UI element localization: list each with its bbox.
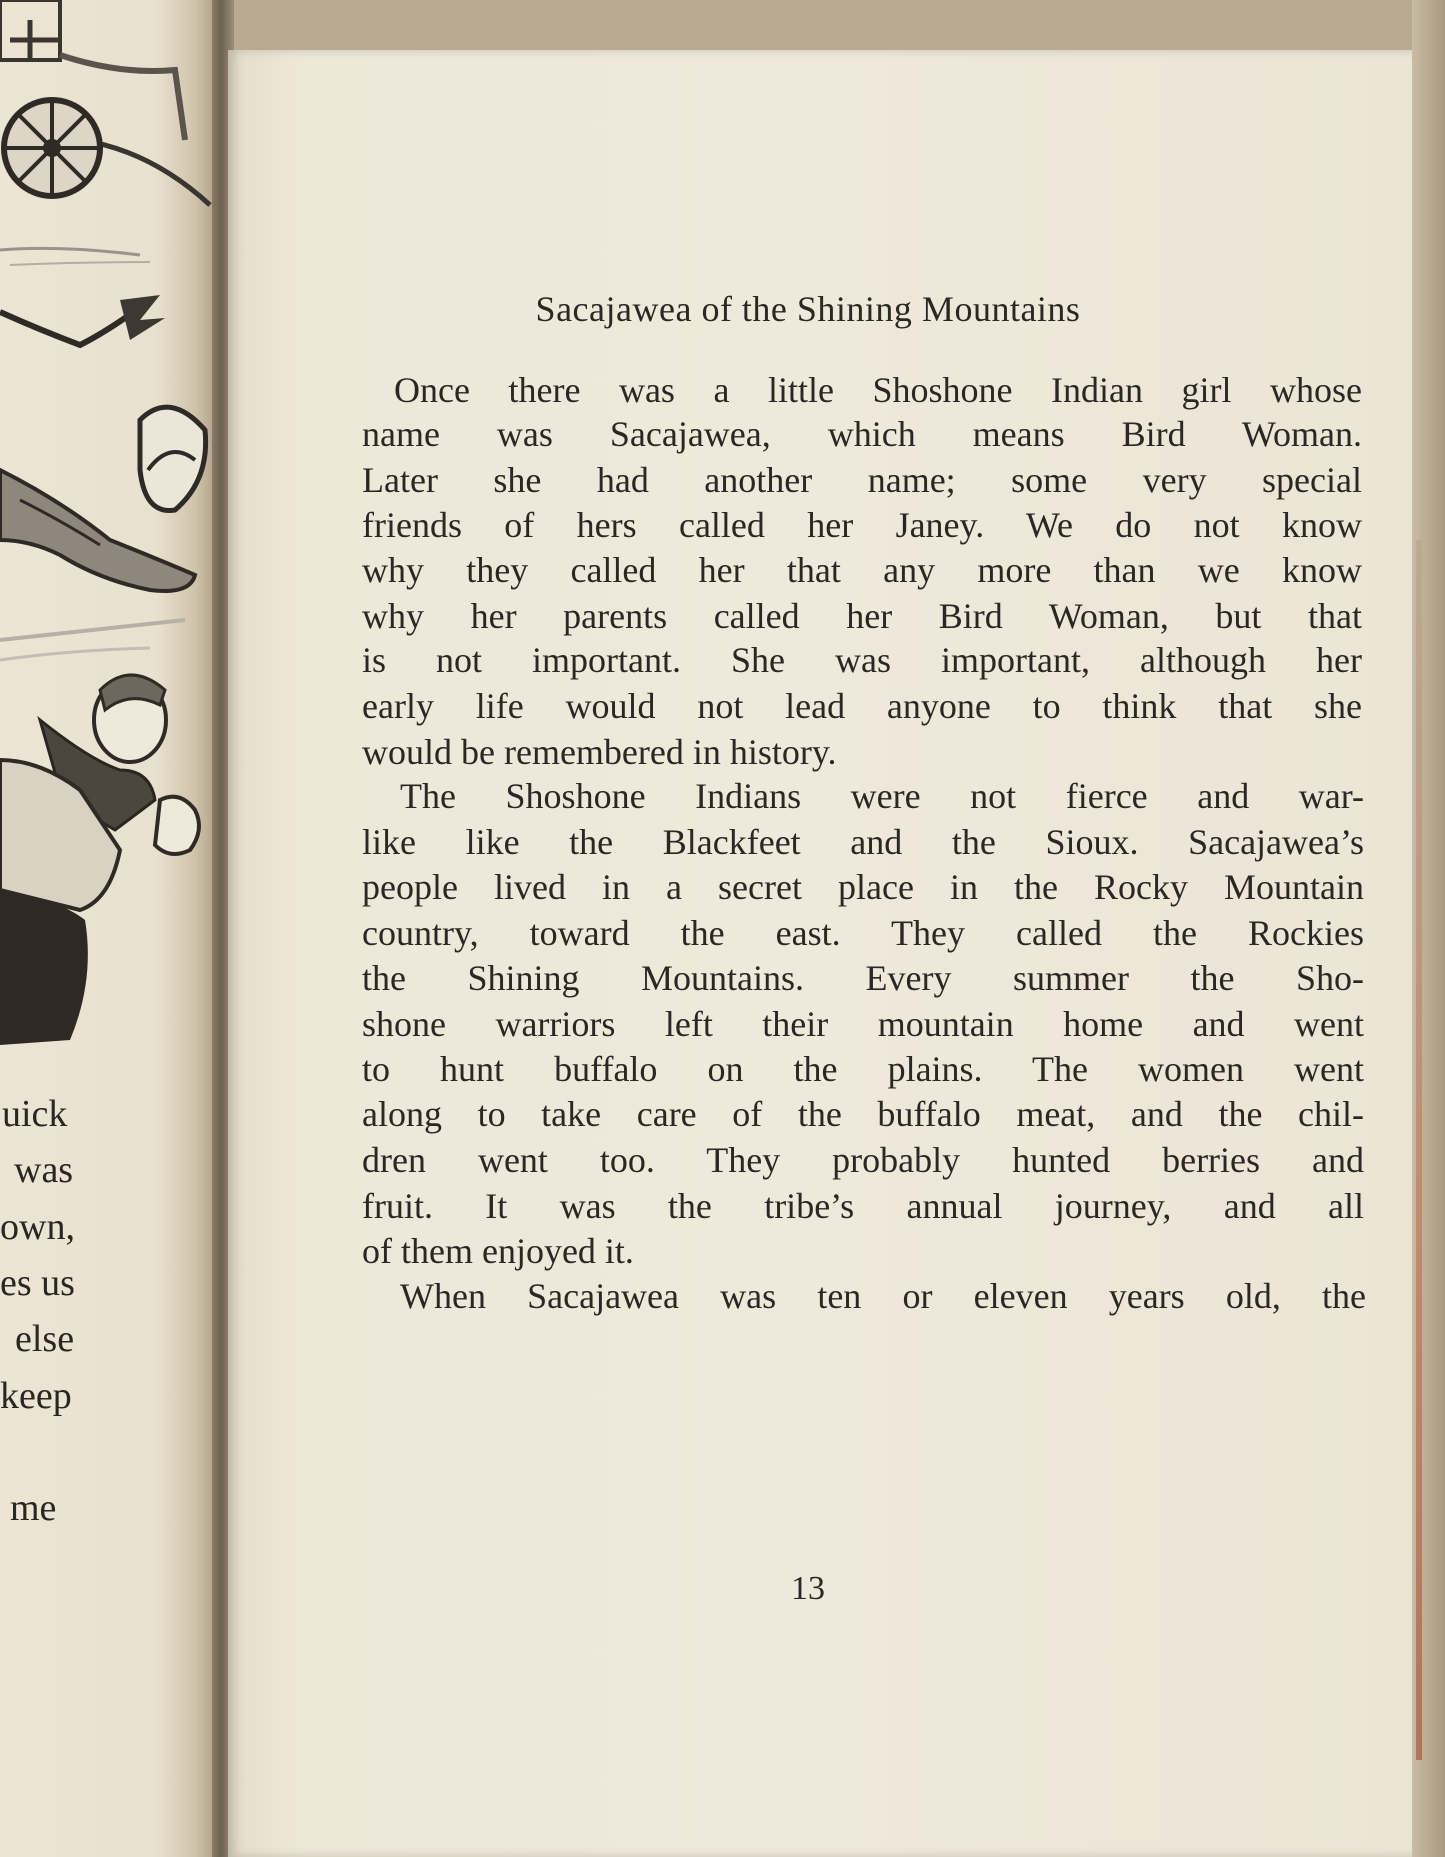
chapter-title: Sacajawea of the Shining Mountains [535,289,1081,329]
left-line: keep [0,1375,72,1417]
left-line: was [14,1149,74,1191]
left-line: own, [0,1206,75,1248]
cover-binding-stripe [1416,540,1422,1760]
text-line: like like the Blackfeet and the Sioux. Sacajawea’s [362,822,1364,862]
left-line: else [15,1318,75,1360]
text-line: friends of hers called her Janey. We do not know [362,505,1362,545]
text-line: Later she had another name; some very special [362,460,1362,500]
western-illustration [0,0,222,1060]
text-line: the Shining Mountains. Every summer the Sho- [362,958,1364,998]
text-line: shone warriors left their mountain home and went [362,1004,1364,1044]
left-line: uick [2,1093,68,1135]
text-line: name was Sacajawea, which means Bird Woman. [362,414,1362,454]
left-page [0,0,222,1857]
text-line: is not important. She was important, although her [362,640,1362,680]
text-line: along to take care of the buffalo meat, and the chil- [362,1094,1364,1134]
text-line: country, toward the east. They called the Rockies [362,913,1364,953]
text-line: of them enjoyed it. [362,1231,634,1271]
text-line: Once there was a little Shoshone Indian girl whose [394,370,1362,410]
text-line: dren went too. They probably hunted berries and [362,1140,1364,1180]
text-line: would be remembered in history. [362,732,837,772]
text-line: people lived in a secret place in the Rocky Mountain [362,867,1364,907]
text-line: to hunt buffalo on the plains. The women went [362,1049,1364,1089]
left-line: es us [0,1262,75,1304]
text-line: early life would not lead anyone to think that she [362,686,1362,726]
left-line: me [10,1487,57,1529]
cover-edge [1412,0,1445,1857]
text-line: why they called her that any more than we know [362,550,1362,590]
right-page [228,50,1416,1857]
text-line: The Shoshone Indians were not fierce and war- [400,776,1364,816]
page-number: 13 [791,1570,825,1607]
text-line: fruit. It was the tribe’s annual journey, and all [362,1186,1364,1226]
text-line: When Sacajawea was ten or eleven years old, the [400,1276,1366,1316]
text-line: why her parents called her Bird Woman, but that [362,596,1362,636]
